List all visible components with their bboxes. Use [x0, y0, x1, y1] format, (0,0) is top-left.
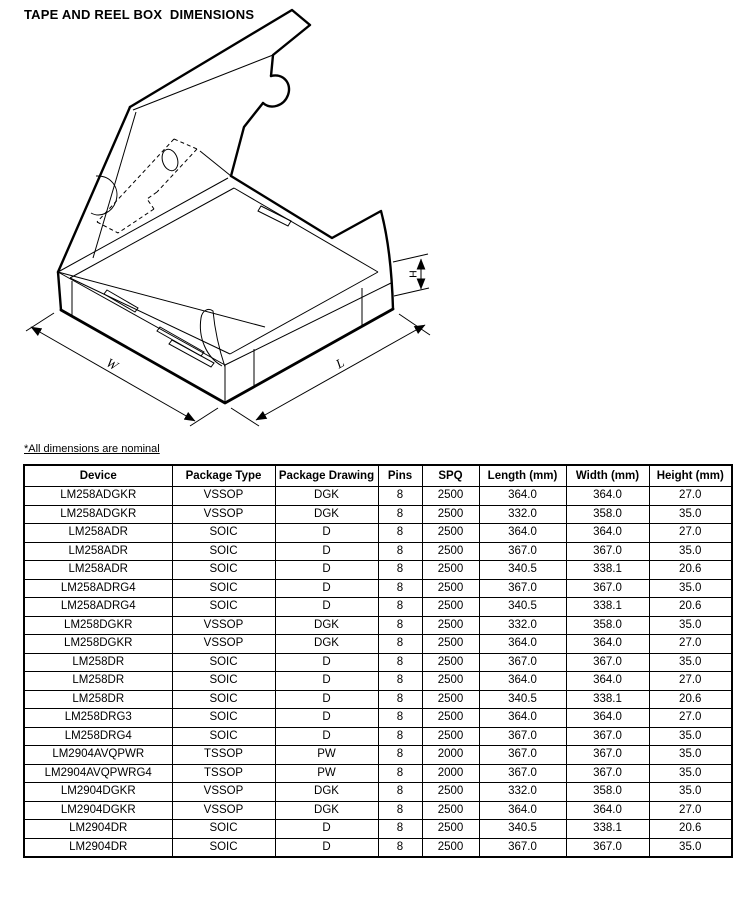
- column-header-1: Package Type: [172, 465, 275, 487]
- cell-7: 27.0: [649, 672, 732, 691]
- table-row: [24, 801, 732, 820]
- column-header-7: Height (mm): [649, 465, 732, 487]
- cell-0: LM2904DR: [24, 820, 172, 839]
- table-header: [24, 465, 732, 487]
- cell-7: 27.0: [649, 801, 732, 820]
- cell-5: 340.5: [479, 690, 566, 709]
- cell-4: 2000: [422, 746, 479, 765]
- cell-2: DGK: [275, 783, 378, 802]
- cell-4: 2500: [422, 838, 479, 857]
- cell-7: 27.0: [649, 635, 732, 654]
- cell-6: 364.0: [566, 487, 649, 506]
- cell-6: 358.0: [566, 616, 649, 635]
- table-row: [24, 783, 732, 802]
- cell-0: LM258ADGKR: [24, 505, 172, 524]
- cell-6: 367.0: [566, 542, 649, 561]
- cell-0: LM258DRG4: [24, 727, 172, 746]
- dimension-l: [231, 314, 430, 426]
- cell-6: 364.0: [566, 709, 649, 728]
- height-dimension-label: H: [406, 270, 419, 278]
- lid-tab-cutout: [91, 176, 117, 215]
- cell-3: 8: [378, 746, 422, 765]
- front-corner-flap: [200, 309, 225, 367]
- column-header-2: Package Drawing: [275, 465, 378, 487]
- cell-7: 20.6: [649, 820, 732, 839]
- cell-2: DGK: [275, 635, 378, 654]
- cell-0: LM258ADR: [24, 524, 172, 543]
- cell-6: 338.1: [566, 820, 649, 839]
- table-row: [24, 764, 732, 783]
- cell-2: PW: [275, 764, 378, 783]
- cell-6: 358.0: [566, 783, 649, 802]
- cell-2: D: [275, 524, 378, 543]
- box-lid: [58, 10, 310, 272]
- cell-4: 2500: [422, 653, 479, 672]
- cell-5: 332.0: [479, 505, 566, 524]
- cell-5: 367.0: [479, 727, 566, 746]
- cell-1: SOIC: [172, 579, 275, 598]
- lid-fold-dashed-lines: [97, 139, 197, 233]
- cell-2: D: [275, 838, 378, 857]
- cell-5: 364.0: [479, 709, 566, 728]
- table-body: [24, 487, 732, 858]
- cell-4: 2500: [422, 598, 479, 617]
- table-row: [24, 709, 732, 728]
- length-dimension-label: L: [333, 354, 347, 372]
- cell-7: 20.6: [649, 598, 732, 617]
- dimension-w: [26, 313, 218, 426]
- cell-7: 35.0: [649, 579, 732, 598]
- dimensions-table: [23, 464, 733, 858]
- cell-0: LM2904AVQPWRG4: [24, 764, 172, 783]
- cell-0: LM258ADR: [24, 542, 172, 561]
- cell-1: VSSOP: [172, 635, 275, 654]
- cell-4: 2500: [422, 820, 479, 839]
- cell-4: 2500: [422, 801, 479, 820]
- cell-7: 20.6: [649, 690, 732, 709]
- cell-0: LM258DR: [24, 690, 172, 709]
- table-row: [24, 561, 732, 580]
- column-header-0: Device: [24, 465, 172, 487]
- cell-7: 35.0: [649, 505, 732, 524]
- cell-6: 367.0: [566, 746, 649, 765]
- cell-3: 8: [378, 561, 422, 580]
- cell-0: LM2904DGKR: [24, 801, 172, 820]
- handle-slots: [104, 206, 291, 367]
- cell-5: 367.0: [479, 653, 566, 672]
- cell-0: LM2904DGKR: [24, 783, 172, 802]
- cell-7: 35.0: [649, 616, 732, 635]
- tape-reel-box-drawing: [0, 0, 480, 460]
- cell-5: 332.0: [479, 783, 566, 802]
- cell-5: 340.5: [479, 561, 566, 580]
- cell-4: 2500: [422, 542, 479, 561]
- table-row: [24, 542, 732, 561]
- table-row: [24, 616, 732, 635]
- cell-1: VSSOP: [172, 783, 275, 802]
- cell-4: 2000: [422, 764, 479, 783]
- cell-1: SOIC: [172, 524, 275, 543]
- cell-3: 8: [378, 690, 422, 709]
- cell-0: LM258DGKR: [24, 616, 172, 635]
- cell-6: 367.0: [566, 764, 649, 783]
- cell-4: 2500: [422, 505, 479, 524]
- cell-4: 2500: [422, 616, 479, 635]
- cell-4: 2500: [422, 709, 479, 728]
- cell-5: 340.5: [479, 820, 566, 839]
- cell-2: DGK: [275, 487, 378, 506]
- cell-3: 8: [378, 764, 422, 783]
- page-title: TAPE AND REEL BOX DIMENSIONS: [24, 7, 255, 22]
- cell-5: 367.0: [479, 838, 566, 857]
- cell-2: D: [275, 727, 378, 746]
- column-header-4: SPQ: [422, 465, 479, 487]
- cell-6: 338.1: [566, 690, 649, 709]
- cell-6: 338.1: [566, 598, 649, 617]
- table-row: [24, 524, 732, 543]
- table-row: [24, 635, 732, 654]
- cell-5: 332.0: [479, 616, 566, 635]
- column-header-3: Pins: [378, 465, 422, 487]
- cell-1: SOIC: [172, 727, 275, 746]
- cell-7: 27.0: [649, 524, 732, 543]
- cell-0: LM258DGKR: [24, 635, 172, 654]
- cell-2: D: [275, 561, 378, 580]
- cell-3: 8: [378, 783, 422, 802]
- cell-0: LM2904DR: [24, 838, 172, 857]
- dimensions-note: *All dimensions are nominal: [24, 443, 160, 455]
- cell-7: 35.0: [649, 653, 732, 672]
- cell-1: VSSOP: [172, 505, 275, 524]
- cell-3: 8: [378, 727, 422, 746]
- cell-1: SOIC: [172, 542, 275, 561]
- cell-6: 367.0: [566, 653, 649, 672]
- cell-1: SOIC: [172, 709, 275, 728]
- table-row: [24, 487, 732, 506]
- cell-1: SOIC: [172, 690, 275, 709]
- cell-4: 2500: [422, 561, 479, 580]
- cell-1: SOIC: [172, 838, 275, 857]
- cell-0: LM258DR: [24, 672, 172, 691]
- table-row: [24, 838, 732, 857]
- header-row: [24, 465, 732, 487]
- cell-3: 8: [378, 709, 422, 728]
- cell-3: 8: [378, 672, 422, 691]
- cell-5: 340.5: [479, 598, 566, 617]
- cell-0: LM258DR: [24, 653, 172, 672]
- table-row: [24, 746, 732, 765]
- cell-0: LM258DRG3: [24, 709, 172, 728]
- column-header-5: Length (mm): [479, 465, 566, 487]
- cell-7: 35.0: [649, 746, 732, 765]
- table-row: [24, 690, 732, 709]
- cell-1: TSSOP: [172, 746, 275, 765]
- cell-6: 367.0: [566, 579, 649, 598]
- cell-1: SOIC: [172, 820, 275, 839]
- cell-3: 8: [378, 579, 422, 598]
- cell-7: 35.0: [649, 542, 732, 561]
- cell-7: 27.0: [649, 487, 732, 506]
- dimension-h: [393, 254, 429, 296]
- cell-3: 8: [378, 505, 422, 524]
- cell-3: 8: [378, 653, 422, 672]
- cell-0: LM2904AVQPWR: [24, 746, 172, 765]
- table-row: [24, 820, 732, 839]
- cell-6: 358.0: [566, 505, 649, 524]
- cell-2: D: [275, 820, 378, 839]
- cell-3: 8: [378, 838, 422, 857]
- cell-4: 2500: [422, 672, 479, 691]
- table-row: [24, 579, 732, 598]
- table-row: [24, 653, 732, 672]
- width-dimension-label: W: [103, 354, 121, 374]
- cell-4: 2500: [422, 579, 479, 598]
- cell-4: 2500: [422, 635, 479, 654]
- cell-4: 2500: [422, 690, 479, 709]
- cell-1: VSSOP: [172, 801, 275, 820]
- table-row: [24, 598, 732, 617]
- cell-5: 367.0: [479, 542, 566, 561]
- column-header-6: Width (mm): [566, 465, 649, 487]
- cell-2: D: [275, 672, 378, 691]
- cell-5: 364.0: [479, 487, 566, 506]
- cell-2: D: [275, 709, 378, 728]
- cell-7: 35.0: [649, 764, 732, 783]
- cell-2: D: [275, 690, 378, 709]
- cell-6: 364.0: [566, 635, 649, 654]
- cell-3: 8: [378, 820, 422, 839]
- cell-3: 8: [378, 487, 422, 506]
- cell-2: DGK: [275, 505, 378, 524]
- cell-0: LM258ADRG4: [24, 579, 172, 598]
- cell-7: 20.6: [649, 561, 732, 580]
- cell-0: LM258ADR: [24, 561, 172, 580]
- cell-2: DGK: [275, 801, 378, 820]
- cell-7: 35.0: [649, 838, 732, 857]
- cell-4: 2500: [422, 783, 479, 802]
- cell-6: 338.1: [566, 561, 649, 580]
- cell-2: D: [275, 579, 378, 598]
- cell-7: 35.0: [649, 783, 732, 802]
- cell-7: 35.0: [649, 727, 732, 746]
- cell-1: TSSOP: [172, 764, 275, 783]
- cell-6: 364.0: [566, 524, 649, 543]
- cell-5: 367.0: [479, 579, 566, 598]
- cell-2: PW: [275, 746, 378, 765]
- cell-6: 364.0: [566, 672, 649, 691]
- cell-6: 367.0: [566, 838, 649, 857]
- cell-2: D: [275, 653, 378, 672]
- cell-3: 8: [378, 635, 422, 654]
- cell-4: 2500: [422, 487, 479, 506]
- cell-3: 8: [378, 801, 422, 820]
- cell-3: 8: [378, 542, 422, 561]
- cell-1: SOIC: [172, 653, 275, 672]
- cell-4: 2500: [422, 524, 479, 543]
- cell-5: 364.0: [479, 524, 566, 543]
- cell-5: 364.0: [479, 635, 566, 654]
- cell-2: D: [275, 542, 378, 561]
- table-row: [24, 727, 732, 746]
- cell-3: 8: [378, 616, 422, 635]
- cell-4: 2500: [422, 727, 479, 746]
- cell-3: 8: [378, 598, 422, 617]
- cell-0: LM258ADRG4: [24, 598, 172, 617]
- cell-6: 364.0: [566, 801, 649, 820]
- cell-1: SOIC: [172, 672, 275, 691]
- cell-5: 364.0: [479, 801, 566, 820]
- cell-1: VSSOP: [172, 616, 275, 635]
- cell-1: SOIC: [172, 561, 275, 580]
- cell-6: 367.0: [566, 727, 649, 746]
- cell-3: 8: [378, 524, 422, 543]
- cell-2: D: [275, 598, 378, 617]
- cell-5: 364.0: [479, 672, 566, 691]
- cell-1: SOIC: [172, 598, 275, 617]
- cell-5: 367.0: [479, 746, 566, 765]
- cell-2: DGK: [275, 616, 378, 635]
- cell-1: VSSOP: [172, 487, 275, 506]
- cell-7: 27.0: [649, 709, 732, 728]
- table-row: [24, 505, 732, 524]
- cell-5: 367.0: [479, 764, 566, 783]
- cell-0: LM258ADGKR: [24, 487, 172, 506]
- table-row: [24, 672, 732, 691]
